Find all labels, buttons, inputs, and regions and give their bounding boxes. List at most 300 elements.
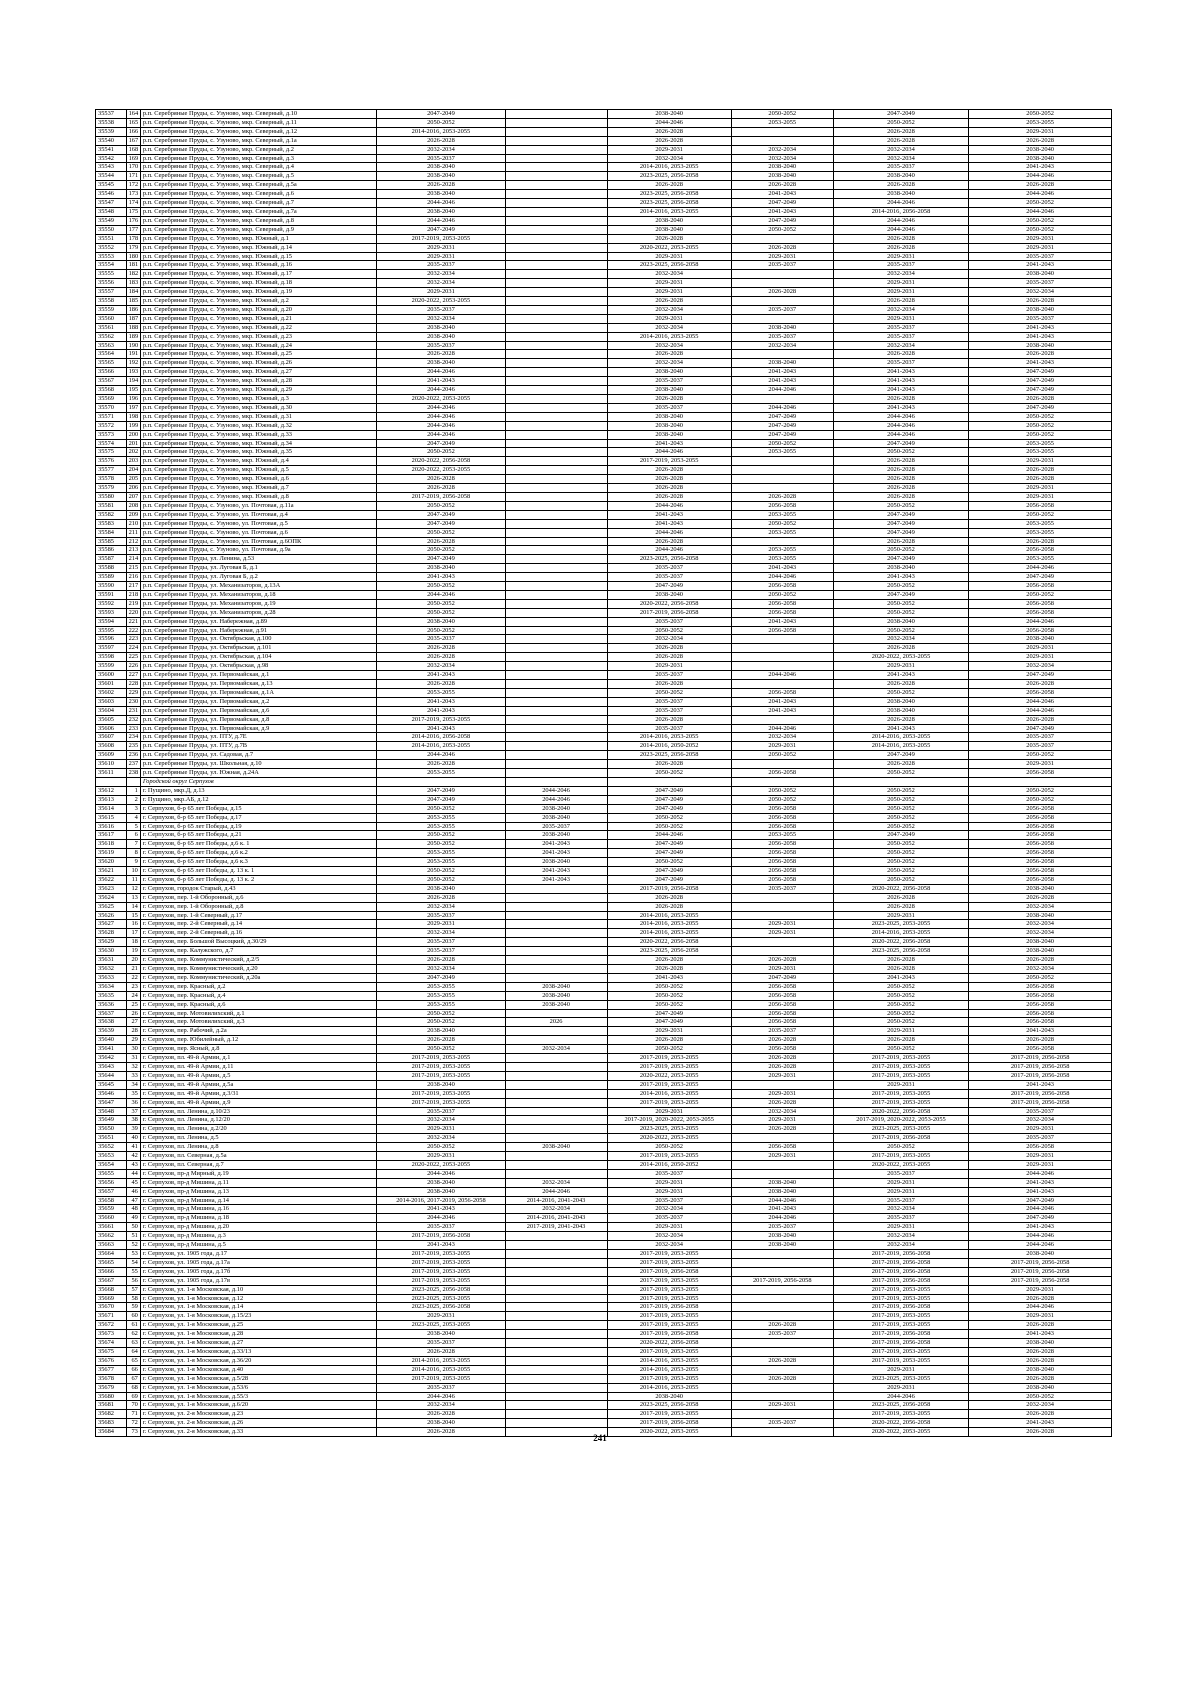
- address-cell: р.п. Серебряные Пруды, ул. Первомайская, д.1: [140, 671, 376, 680]
- object-id-cell: 35607: [96, 733, 127, 742]
- table-row: [96, 911, 1112, 920]
- period-cell-2: [505, 1258, 607, 1267]
- period-cell-1: 2047-2049: [377, 510, 505, 519]
- period-cell-3: 2035-2037: [607, 1169, 731, 1178]
- period-cell-5: 2038-2040: [833, 190, 969, 199]
- table-row: [96, 350, 1112, 359]
- table-row: [96, 884, 1112, 893]
- object-id-cell: 35659: [96, 1205, 127, 1214]
- period-cell-6: 2038-2040: [969, 1365, 1112, 1374]
- period-cell-4: 2041-2043: [731, 697, 833, 706]
- period-cell-6: 2026-2028: [969, 1321, 1112, 1330]
- address-cell: р.п. Серебряные Пруды, ул. Первомайская, д.8: [140, 715, 376, 724]
- table-row: [96, 635, 1112, 644]
- period-cell-4: 2032-2034: [731, 145, 833, 154]
- period-cell-2: [505, 297, 607, 306]
- period-cell-2: [505, 777, 607, 786]
- period-cell-6: 2041-2043: [969, 332, 1112, 341]
- row-number-cell: 31: [126, 1054, 140, 1063]
- period-cell-3: 2029-2031: [607, 1027, 731, 1036]
- period-cell-6: 2029-2031: [969, 234, 1112, 243]
- period-cell-6: 2032-2034: [969, 920, 1112, 929]
- period-cell-3: 2026-2028: [607, 127, 731, 136]
- period-cell-5: 2026-2028: [833, 466, 969, 475]
- period-cell-6: 2044-2046: [969, 1232, 1112, 1241]
- table-row: [96, 973, 1112, 982]
- period-cell-5: 2017-2019, 2053-2055: [833, 1294, 969, 1303]
- table-row: [96, 822, 1112, 831]
- row-number-cell: 45: [126, 1178, 140, 1187]
- period-cell-6: 2056-2058: [969, 1000, 1112, 1009]
- period-cell-3: 2020-2022, 2056-2058: [607, 1339, 731, 1348]
- period-cell-3: 2044-2046: [607, 831, 731, 840]
- period-cell-4: 2044-2046: [731, 386, 833, 395]
- period-cell-6: 2050-2052: [969, 225, 1112, 234]
- period-cell-1: 2026-2028: [377, 475, 505, 484]
- period-cell-4: 2017-2019, 2056-2058: [731, 1276, 833, 1285]
- period-cell-2: [505, 1267, 607, 1276]
- table-row: [96, 403, 1112, 412]
- period-cell-3: 2026-2028: [607, 136, 731, 145]
- row-number-cell: 225: [126, 653, 140, 662]
- period-cell-2: [505, 314, 607, 323]
- period-cell-3: [607, 777, 731, 786]
- period-cell-4: 2035-2037: [731, 1419, 833, 1428]
- period-cell-3: 2014-2016, 2053-2055: [607, 1365, 731, 1374]
- period-cell-4: 2050-2052: [731, 786, 833, 795]
- period-cell-5: 2038-2040: [833, 172, 969, 181]
- object-id-cell: 35562: [96, 332, 127, 341]
- period-cell-1: 2047-2049: [377, 439, 505, 448]
- period-cell-4: 2041-2043: [731, 617, 833, 626]
- period-cell-1: 2047-2049: [377, 519, 505, 528]
- period-cell-4: 2044-2046: [731, 671, 833, 680]
- address-cell: р.п. Серебряные Пруды, с. Узуново, ул. Почтовая, д.5: [140, 519, 376, 528]
- period-cell-2: [505, 1107, 607, 1116]
- table-row: [96, 671, 1112, 680]
- period-cell-3: 2023-2025, 2056-2058: [607, 555, 731, 564]
- object-id-cell: 35681: [96, 1401, 127, 1410]
- period-cell-5: 2026-2028: [833, 902, 969, 911]
- row-number-cell: 6: [126, 831, 140, 840]
- object-id-cell: 35568: [96, 386, 127, 395]
- object-id-cell: 35602: [96, 688, 127, 697]
- table-row: [96, 1098, 1112, 1107]
- period-cell-2: 2038-2040: [505, 813, 607, 822]
- period-cell-4: [731, 1250, 833, 1259]
- address-cell: г. Серпухов, пл. Ленина, д.10/23: [140, 1107, 376, 1116]
- period-cell-6: 2029-2031: [969, 127, 1112, 136]
- period-cell-2: [505, 181, 607, 190]
- period-cell-4: 2053-2055: [731, 510, 833, 519]
- period-cell-1: 2017-2019, 2053-2055: [377, 1276, 505, 1285]
- period-cell-5: 2044-2046: [833, 430, 969, 439]
- period-cell-1: 2038-2040: [377, 1187, 505, 1196]
- period-cell-6: 2053-2055: [969, 555, 1112, 564]
- period-cell-2: [505, 395, 607, 404]
- period-cell-4: 2056-2058: [731, 501, 833, 510]
- period-cell-5: 2014-2016, 2056-2058: [833, 207, 969, 216]
- period-cell-1: 2017-2019, 2053-2055: [377, 1250, 505, 1259]
- row-number-cell: 37: [126, 1107, 140, 1116]
- period-cell-2: [505, 403, 607, 412]
- period-cell-3: 2026-2028: [607, 956, 731, 965]
- period-cell-6: 2053-2055: [969, 439, 1112, 448]
- period-cell-1: 2029-2031: [377, 1152, 505, 1161]
- table-row: [96, 813, 1112, 822]
- period-cell-2: [505, 1116, 607, 1125]
- object-id-cell: 35548: [96, 207, 127, 216]
- period-cell-1: 2032-2034: [377, 145, 505, 154]
- address-cell: р.п. Серебряные Пруды, с. Узуново, мкр. Северный, д.5: [140, 172, 376, 181]
- address-cell: р.п. Серебряные Пруды, с. Узуново, мкр. Южный, д.16: [140, 261, 376, 270]
- object-id-cell: 35617: [96, 831, 127, 840]
- period-cell-1: 2017-2019, 2053-2055: [377, 1071, 505, 1080]
- period-cell-3: 2017-2019, 2053-2055: [607, 1276, 731, 1285]
- period-cell-5: 2050-2052: [833, 626, 969, 635]
- period-cell-2: [505, 929, 607, 938]
- period-cell-5: 2017-2019, 2053-2055: [833, 1089, 969, 1098]
- period-cell-4: 2056-2058: [731, 991, 833, 1000]
- period-cell-4: 2044-2046: [731, 1214, 833, 1223]
- period-cell-6: 2056-2058: [969, 804, 1112, 813]
- address-cell: р.п. Серебряные Пруды, с. Узуново, мкр. Северный, д.8: [140, 216, 376, 225]
- period-cell-6: 2038-2040: [969, 1250, 1112, 1259]
- period-cell-3: 2050-2052: [607, 822, 731, 831]
- period-cell-1: 2038-2040: [377, 1419, 505, 1428]
- address-cell: р.п. Серебряные Пруды, с. Узуново, мкр. Южный, д.18: [140, 279, 376, 288]
- period-cell-1: 2032-2034: [377, 902, 505, 911]
- address-cell: р.п. Серебряные Пруды, с. Узуново, мкр. Южный, д.14: [140, 243, 376, 252]
- row-number-cell: 71: [126, 1410, 140, 1419]
- period-cell-3: 2017-2019, 2053-2055: [607, 1374, 731, 1383]
- object-id-cell: 35604: [96, 706, 127, 715]
- period-cell-5: 2035-2037: [833, 359, 969, 368]
- period-cell-2: [505, 341, 607, 350]
- period-cell-3: 2029-2031: [607, 288, 731, 297]
- table-row: [96, 1071, 1112, 1080]
- period-cell-1: 2038-2040: [377, 884, 505, 893]
- period-cell-4: 2056-2058: [731, 582, 833, 591]
- period-cell-5: 2020-2022, 2053-2055: [833, 653, 969, 662]
- period-cell-2: [505, 1232, 607, 1241]
- row-number-cell: 67: [126, 1374, 140, 1383]
- table-row: [96, 1045, 1112, 1054]
- period-cell-1: 2026-2028: [377, 956, 505, 965]
- object-id-cell: 35576: [96, 457, 127, 466]
- table-row: [96, 1152, 1112, 1161]
- period-cell-4: 2053-2055: [731, 546, 833, 555]
- address-cell: р.п. Серебряные Пруды, с. Узуново, мкр. Южный, д.6: [140, 475, 376, 484]
- row-number-cell: 69: [126, 1392, 140, 1401]
- table-row: [96, 1143, 1112, 1152]
- period-cell-2: [505, 305, 607, 314]
- period-cell-5: 2047-2049: [833, 751, 969, 760]
- period-cell-1: 2035-2037: [377, 154, 505, 163]
- period-cell-4: 2041-2043: [731, 564, 833, 573]
- object-id-cell: 35574: [96, 439, 127, 448]
- object-id-cell: 35550: [96, 225, 127, 234]
- period-cell-4: 2056-2058: [731, 608, 833, 617]
- period-cell-1: 2035-2037: [377, 261, 505, 270]
- address-cell: г. Серпухов, пер. Коммунистический, д.2/5: [140, 956, 376, 965]
- table-row: [96, 199, 1112, 208]
- period-cell-5: 2047-2049: [833, 831, 969, 840]
- address-cell: р.п. Серебряные Пруды, с. Узуново, мкр. Южный, д.15: [140, 252, 376, 261]
- period-cell-5: 2050-2052: [833, 599, 969, 608]
- period-cell-4: 2050-2052: [731, 439, 833, 448]
- period-cell-5: 2050-2052: [833, 608, 969, 617]
- period-cell-4: [731, 1392, 833, 1401]
- period-cell-4: [731, 1080, 833, 1089]
- object-id-cell: 35556: [96, 279, 127, 288]
- object-id-cell: 35662: [96, 1232, 127, 1241]
- period-cell-4: [731, 1267, 833, 1276]
- table-row: [96, 795, 1112, 804]
- period-cell-2: [505, 1383, 607, 1392]
- table-row: [96, 858, 1112, 867]
- address-cell: г. Серпухов, пер. Мотовилихский, д.3: [140, 1018, 376, 1027]
- object-id-cell: 35650: [96, 1125, 127, 1134]
- address-cell: р.п. Серебряные Пруды, с. Узуново, мкр. Северный, д.10: [140, 110, 376, 119]
- period-cell-4: 2056-2058: [731, 849, 833, 858]
- period-cell-2: [505, 1365, 607, 1374]
- period-cell-6: 2056-2058: [969, 1018, 1112, 1027]
- address-cell: г. Серпухов, пер. Красный, д.2: [140, 982, 376, 991]
- period-cell-1: 2035-2037: [377, 341, 505, 350]
- period-cell-3: 2026-2028: [607, 653, 731, 662]
- period-cell-3: 2017-2019, 2053-2055: [607, 1152, 731, 1161]
- period-cell-4: 2056-2058: [731, 813, 833, 822]
- address-cell: г. Серпухов, пр-д Мишина, д.3: [140, 1232, 376, 1241]
- period-cell-1: 2047-2049: [377, 555, 505, 564]
- table-row: [96, 377, 1112, 386]
- period-cell-3: 2029-2031: [607, 1187, 731, 1196]
- period-cell-2: [505, 715, 607, 724]
- period-cell-5: 2041-2043: [833, 403, 969, 412]
- period-cell-5: 2035-2037: [833, 1196, 969, 1205]
- period-cell-4: [731, 1303, 833, 1312]
- address-cell: г. Серпухов, ул. 1-я Московская, д.33/13: [140, 1347, 376, 1356]
- period-cell-3: 2050-2052: [607, 1045, 731, 1054]
- table-row: [96, 608, 1112, 617]
- period-cell-4: 2029-2031: [731, 742, 833, 751]
- object-id-cell: 35670: [96, 1303, 127, 1312]
- period-cell-6: 2032-2034: [969, 1401, 1112, 1410]
- period-cell-5: 2026-2028: [833, 243, 969, 252]
- address-cell: г. Серпухов, пер. 2-й Северный, д.14: [140, 920, 376, 929]
- period-cell-6: 2026-2028: [969, 715, 1112, 724]
- object-id-cell: 35593: [96, 608, 127, 617]
- table-row: [96, 715, 1112, 724]
- period-cell-3: 2026-2028: [607, 492, 731, 501]
- period-cell-1: 2050-2052: [377, 1045, 505, 1054]
- period-cell-2: [505, 956, 607, 965]
- row-number-cell: 66: [126, 1365, 140, 1374]
- period-cell-4: [731, 947, 833, 956]
- period-cell-2: [505, 1009, 607, 1018]
- period-cell-5: 2038-2040: [833, 697, 969, 706]
- period-cell-5: 2047-2049: [833, 110, 969, 119]
- period-cell-5: 2032-2034: [833, 635, 969, 644]
- period-cell-5: 2026-2028: [833, 475, 969, 484]
- period-cell-2: [505, 751, 607, 760]
- table-row: [96, 234, 1112, 243]
- period-cell-1: 2053-2055: [377, 822, 505, 831]
- period-cell-4: 2041-2043: [731, 1205, 833, 1214]
- period-cell-2: [505, 537, 607, 546]
- row-number-cell: 202: [126, 448, 140, 457]
- period-cell-6: 2044-2046: [969, 697, 1112, 706]
- period-cell-1: 2041-2043: [377, 377, 505, 386]
- address-cell: р.п. Серебряные Пруды, ул. Садовая, д.7: [140, 751, 376, 760]
- object-id-cell: 35663: [96, 1241, 127, 1250]
- period-cell-6: 2026-2028: [969, 1294, 1112, 1303]
- period-cell-4: [731, 911, 833, 920]
- period-cell-3: 2044-2046: [607, 528, 731, 537]
- object-id-cell: 35666: [96, 1267, 127, 1276]
- table-row: [96, 1347, 1112, 1356]
- table-row: [96, 1330, 1112, 1339]
- row-number-cell: 35: [126, 1089, 140, 1098]
- row-number-cell: 186: [126, 305, 140, 314]
- period-cell-1: 2050-2052: [377, 626, 505, 635]
- period-cell-2: [505, 671, 607, 680]
- row-number-cell: 47: [126, 1196, 140, 1205]
- address-cell: р.п. Серебряные Пруды, с. Узуново, мкр. Южный, д.27: [140, 368, 376, 377]
- period-cell-4: 2047-2049: [731, 199, 833, 208]
- table-row: [96, 261, 1112, 270]
- object-id-cell: 35671: [96, 1312, 127, 1321]
- period-cell-5: 2050-2052: [833, 582, 969, 591]
- period-cell-3: 2032-2034: [607, 1241, 731, 1250]
- row-number-cell: 39: [126, 1125, 140, 1134]
- period-cell-3: 2041-2043: [607, 973, 731, 982]
- object-id-cell: 35675: [96, 1347, 127, 1356]
- period-cell-4: 2056-2058: [731, 822, 833, 831]
- period-cell-3: 2029-2031: [607, 314, 731, 323]
- period-cell-4: 2038-2040: [731, 1187, 833, 1196]
- period-cell-2: [505, 377, 607, 386]
- address-cell: р.п. Серебряные Пруды, с. Узуново, мкр. Южный, д.29: [140, 386, 376, 395]
- period-cell-1: 2038-2040: [377, 323, 505, 332]
- period-cell-6: 2053-2055: [969, 448, 1112, 457]
- table-row: [96, 1160, 1112, 1169]
- row-number-cell: 36: [126, 1098, 140, 1107]
- object-id-cell: 35575: [96, 448, 127, 457]
- object-id-cell: 35631: [96, 956, 127, 965]
- table-row: [96, 1383, 1112, 1392]
- period-cell-3: 2023-2025, 2056-2058: [607, 190, 731, 199]
- address-cell: г. Серпухов, б-р 65 лет Победы, д.17: [140, 813, 376, 822]
- period-cell-3: 2038-2040: [607, 386, 731, 395]
- period-cell-6: 2038-2040: [969, 1383, 1112, 1392]
- row-number-cell: 4: [126, 813, 140, 822]
- table-row: [96, 564, 1112, 573]
- address-cell: г. Серпухов, б-р 65 лет Победы, д.6 к.2: [140, 849, 376, 858]
- period-cell-6: 2032-2034: [969, 1116, 1112, 1125]
- period-cell-1: 2032-2034: [377, 314, 505, 323]
- object-id-cell: 35595: [96, 626, 127, 635]
- object-id-cell: 35553: [96, 252, 127, 261]
- period-cell-2: [505, 733, 607, 742]
- period-cell-5: 2047-2049: [833, 590, 969, 599]
- address-cell: р.п. Серебряные Пруды, с. Узуново, мкр. Южный, д.8: [140, 492, 376, 501]
- object-id-cell: 35641: [96, 1045, 127, 1054]
- address-cell: г. Серпухов, пл. 49-й Армии, д.1: [140, 1054, 376, 1063]
- period-cell-1: 2035-2037: [377, 947, 505, 956]
- table-row: [96, 1303, 1112, 1312]
- period-cell-2: [505, 216, 607, 225]
- address-cell: р.п. Серебряные Пруды, с. Узуново, мкр. Южный, д.28: [140, 377, 376, 386]
- table-row: [96, 216, 1112, 225]
- period-cell-6: 2050-2052: [969, 786, 1112, 795]
- period-cell-4: 2056-2058: [731, 626, 833, 635]
- row-number-cell: 204: [126, 466, 140, 475]
- period-cell-5: 2026-2028: [833, 350, 969, 359]
- period-cell-6: 2050-2052: [969, 430, 1112, 439]
- object-id-cell: 35587: [96, 555, 127, 564]
- period-cell-3: 2014-2016, 2053-2055: [607, 733, 731, 742]
- address-cell: г. Серпухов, б-р 65 лет Победы, д.6 к.3: [140, 858, 376, 867]
- period-cell-5: 2032-2034: [833, 270, 969, 279]
- period-cell-6: 2056-2058: [969, 991, 1112, 1000]
- address-cell: г. Серпухов, пер. Коммунистический, д.20а: [140, 973, 376, 982]
- period-cell-4: 2026-2028: [731, 1125, 833, 1134]
- address-cell: г. Серпухов, пер. Красный, д.4: [140, 991, 376, 1000]
- period-cell-5: 2044-2046: [833, 199, 969, 208]
- object-id-cell: 35599: [96, 662, 127, 671]
- address-cell: р.п. Серебряные Пруды, с. Узуново, мкр. Южный, д.3: [140, 395, 376, 404]
- address-cell: р.п. Серебряные Пруды, с. Узуново, мкр. Южный, д.35: [140, 448, 376, 457]
- register-table-body: [96, 110, 1112, 1437]
- period-cell-5: 2026-2028: [833, 234, 969, 243]
- row-number-cell: 219: [126, 599, 140, 608]
- period-cell-5: 2029-2031: [833, 911, 969, 920]
- period-cell-5: 2023-2025, 2056-2058: [833, 947, 969, 956]
- period-cell-5: 2050-2052: [833, 118, 969, 127]
- period-cell-5: 2050-2052: [833, 688, 969, 697]
- period-cell-6: 2032-2034: [969, 929, 1112, 938]
- period-cell-3: 2014-2016, 2050-2052: [607, 742, 731, 751]
- period-cell-2: 2041-2043: [505, 849, 607, 858]
- table-row: [96, 573, 1112, 582]
- period-cell-5: 2020-2022, 2053-2055: [833, 1428, 969, 1437]
- period-cell-3: 2020-2022, 2053-2055: [607, 1134, 731, 1143]
- period-cell-5: 2017-2019, 2053-2055: [833, 1356, 969, 1365]
- period-cell-5: 2017-2019, 2056-2058: [833, 1134, 969, 1143]
- period-cell-1: 2017-2019, 2053-2055: [377, 1267, 505, 1276]
- period-cell-4: [731, 1134, 833, 1143]
- period-cell-1: 2035-2037: [377, 1339, 505, 1348]
- period-cell-4: [731, 1339, 833, 1348]
- period-cell-5: 2017-2019, 2053-2055: [833, 1152, 969, 1161]
- period-cell-6: 2044-2046: [969, 617, 1112, 626]
- period-cell-3: 2038-2040: [607, 368, 731, 377]
- address-cell: г. Серпухов, ул. 2-я Московская, д.23: [140, 1410, 376, 1419]
- period-cell-6: 2026-2028: [969, 1374, 1112, 1383]
- period-cell-2: [505, 920, 607, 929]
- period-cell-4: 2044-2046: [731, 573, 833, 582]
- row-number-cell: 221: [126, 617, 140, 626]
- period-cell-5: 2014-2016, 2053-2055: [833, 733, 969, 742]
- section-header-row: [96, 777, 1112, 786]
- period-cell-2: [505, 439, 607, 448]
- period-cell-1: 2038-2040: [377, 332, 505, 341]
- table-row: [96, 1392, 1112, 1401]
- table-row: [96, 688, 1112, 697]
- table-row: [96, 225, 1112, 234]
